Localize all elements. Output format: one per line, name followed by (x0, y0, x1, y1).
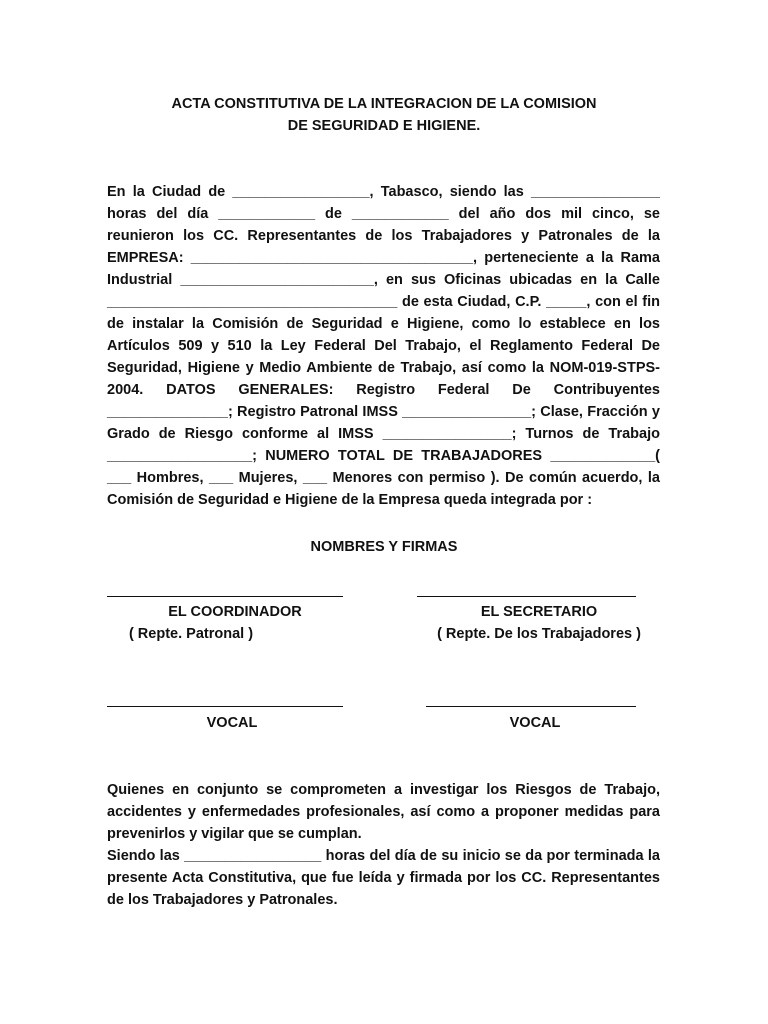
vocal-left-signature-line (107, 706, 343, 707)
vocal-right-signature-line (426, 706, 636, 707)
secretary-title: EL SECRETARIO (480, 604, 598, 620)
secretary-role: ( Repte. De los Trabajadores ) (437, 626, 641, 642)
body-paragraph: En la Ciudad de _________________, Tabasco, siendo las ________________ horas del día ____________ de ____________ del año dos mil cinco, se reunieron los CC. Representantes de los Trabajadores y Patronales de la EMPRESA: ___________________________________, perteneciente a la Rama Industrial ________________________, en sus Oficinas ubicadas en la Calle ____________________________________ de esta Ciudad, C.P. _____, con el fin de instalar la Comisión de Seguridad e Higiene, como lo establece en los Artículos 509 y 510 la Ley Federal Del Trabajo, el Reglamento Federal De Seguridad, Higiene y Medio Ambiente de Trabajo, así como la NOM-019-STPS-2004. DATOS GENERALES: Registro Federal De Contribuyentes _______________; Registro Patronal IMSS ________________; Clase, Fracción y Grado de Riesgo conforme al IMSS ________________; Turnos de Trabajo __________________; NUMERO TOTAL DE TRABAJADORES _____________( ___ Hombres, ___ Mujeres, ___ Menores con permiso ). De común acuerdo, la Comisión de Seguridad e Higiene de la Empresa queda integrada por : (107, 184, 660, 508)
closing-section (107, 779, 660, 911)
coordinator-signature-line (107, 596, 343, 597)
closing-paragraph-termination: Siendo las _________________ horas del día de su inicio se da por terminada la presente Acta Constitutiva, que fue leída y firmada por los CC. Representantes de los Trabajadores y Patronales. (107, 848, 660, 908)
names-signatures-heading: NOMBRES Y FIRMAS (310, 539, 458, 555)
document-title-line-1: ACTA CONSTITUTIVA DE LA INTEGRACION DE LA COMISION (171, 96, 597, 112)
secretary-signature-line (417, 596, 636, 597)
vocal-left-title: VOCAL (206, 715, 258, 731)
coordinator-role: ( Repte. Patronal ) (128, 626, 254, 642)
vocal-right-title: VOCAL (509, 715, 561, 731)
closing-paragraph-commitment: Quienes en conjunto se comprometen a investigar los Riesgos de Trabajo, accidentes y enfermedades profesionales, así como a proponer medidas para prevenirlos y vigilar que se cumplan. (107, 782, 660, 842)
coordinator-title: EL COORDINADOR (168, 604, 302, 620)
document-title-line-2: DE SEGURIDAD E HIGIENE. (287, 118, 481, 134)
